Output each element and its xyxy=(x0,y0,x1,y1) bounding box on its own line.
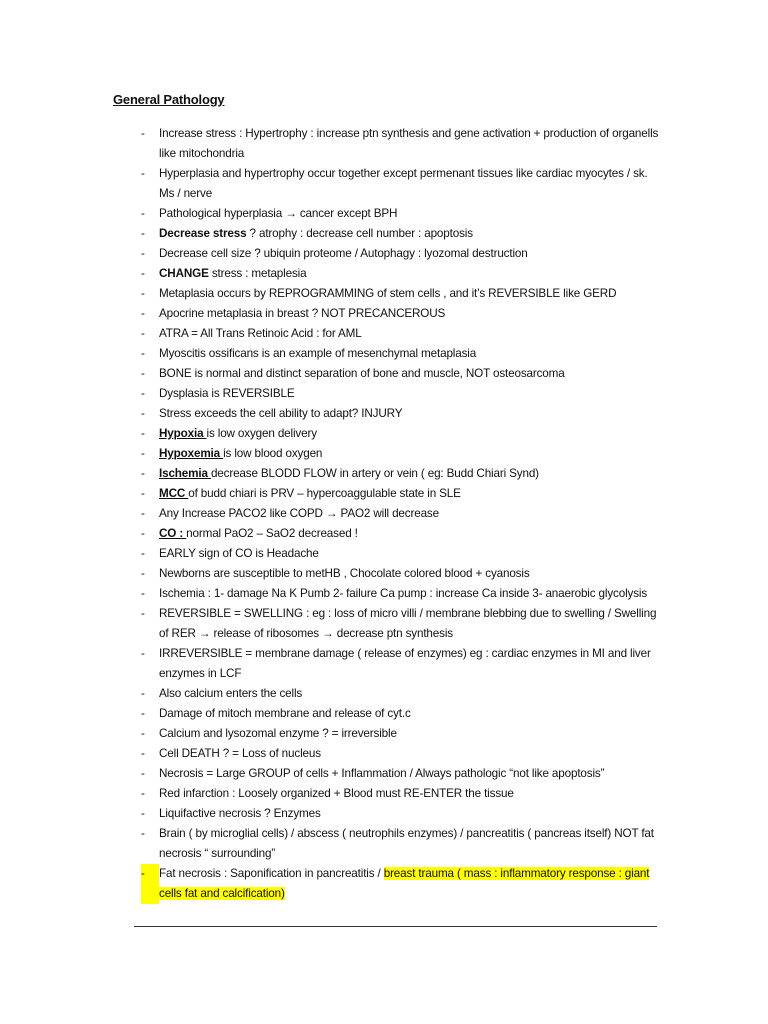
bullet-dash: - xyxy=(141,507,145,520)
bullet-dash: - xyxy=(141,567,145,580)
bullet-dash: - xyxy=(141,767,145,780)
item-text: Damage of mitoch membrane and release of cyt.c xyxy=(159,707,411,720)
list-item xyxy=(141,364,661,384)
term-underlined: Hypoxemia xyxy=(159,447,224,460)
bullet-dash: - xyxy=(141,607,145,620)
list-item xyxy=(141,304,661,324)
item-text: IRREVERSIBLE = membrane damage ( release of enzymes) eg : cardiac enzymes in MI and liver enzymes in LCF xyxy=(159,647,651,680)
item-text: CHANGE stress : metaplesia xyxy=(159,267,307,280)
bullet-dash: - xyxy=(141,707,145,720)
list-item xyxy=(141,224,661,244)
bullet-dash: - xyxy=(141,387,145,400)
bullet-dash: - xyxy=(141,747,145,760)
list-item xyxy=(141,764,661,784)
bullet-list xyxy=(141,124,661,904)
list-item xyxy=(141,564,661,584)
bullet-dash: - xyxy=(141,727,145,740)
bullet-dash: - xyxy=(141,867,145,880)
item-text: Cell DEATH ? = Loss of nucleus xyxy=(159,747,321,760)
term-underlined: Ischemia xyxy=(159,467,211,480)
item-text: Myoscitis ossificans is an example of mesenchymal metaplasia xyxy=(159,347,477,360)
item-text: ATRA = All Trans Retinoic Acid : for AML xyxy=(159,327,362,340)
item-text: Fat necrosis : Saponification in pancreatitis / xyxy=(159,867,384,880)
bullet-dash: - xyxy=(141,227,145,240)
item-text: Apocrine metaplasia in breast ? NOT PRECANCEROUS xyxy=(159,307,446,320)
bullet-dash: - xyxy=(141,307,145,320)
list-item xyxy=(141,424,661,444)
item-text: is low blood oxygen xyxy=(223,447,323,460)
bullet-dash: - xyxy=(141,787,145,800)
page-title: General Pathology xyxy=(113,92,225,107)
highlighted-text: breast trauma ( mass : inflammatory response : giant cells fat and calcification) xyxy=(159,867,650,900)
list-item xyxy=(141,644,661,684)
list-item xyxy=(141,824,661,864)
item-text: Increase stress : Hypertrophy : increase ptn synthesis and gene activation + production of organells like mitochondria xyxy=(159,127,659,160)
bullet-dash: - xyxy=(141,327,145,340)
bullet-dash: - xyxy=(141,447,145,460)
list-item xyxy=(141,204,661,224)
item-text: Decrease cell size ? ubiquin proteome / Autophagy : lyozomal destruction xyxy=(159,247,528,260)
list-item xyxy=(141,784,661,804)
list-item xyxy=(141,164,661,204)
item-text: REVERSIBLE = SWELLING : eg : loss of micro villi / membrane blebbing due to swelling / Swelling of RER → release of ribosomes → decrease ptn synthesis xyxy=(159,607,657,640)
list-item xyxy=(141,804,661,824)
list-item xyxy=(141,264,661,284)
item-text: Red infarction : Loosely organized + Blood must RE-ENTER the tissue xyxy=(159,787,514,800)
item-text: Also calcium enters the cells xyxy=(159,687,303,700)
list-item xyxy=(141,404,661,424)
list-item xyxy=(141,384,661,404)
bullet-dash: - xyxy=(141,267,145,280)
horizontal-rule xyxy=(134,926,657,927)
bullet-dash: - xyxy=(141,587,145,600)
item-text: Ischemia : 1- damage Na K Pumb 2- failure Ca pump : increase Ca inside 3- anaerobic glycolysis xyxy=(159,587,648,600)
item-text: Brain ( by microglial cells) / abscess ( neutrophils enzymes) / pancreatitis ( pancreas itself) NOT fat necrosis “ surrounding” xyxy=(159,827,654,860)
item-text: decrease BLODD FLOW in artery or vein ( eg: Budd Chiari Synd) xyxy=(210,467,539,480)
list-item xyxy=(141,544,661,564)
bullet-dash: - xyxy=(141,427,145,440)
term-underlined: Hypoxia xyxy=(159,427,207,440)
bullet-dash: - xyxy=(141,647,145,660)
item-text: Hyperplasia and hypertrophy occur together except permenant tissues like cardiac myocytes / sk. Ms / nerve xyxy=(159,167,648,200)
bullet-dash: - xyxy=(141,247,145,260)
item-text: is low oxygen delivery xyxy=(206,427,317,440)
item-text: Decrease stress ? atrophy : decrease cell number : apoptosis xyxy=(159,227,473,240)
item-text: Stress exceeds the cell ability to adapt? INJURY xyxy=(159,407,403,420)
item-text: Newborns are susceptible to metHB , Chocolate colored blood + cyanosis xyxy=(159,567,530,580)
list-item xyxy=(141,504,661,524)
bullet-dash: - xyxy=(141,487,145,500)
bullet-dash: - xyxy=(141,167,145,180)
list-item xyxy=(141,684,661,704)
list-item xyxy=(141,444,661,464)
item-text: EARLY sign of CO is Headache xyxy=(159,547,319,560)
bullet-dash: - xyxy=(141,527,145,540)
item-text: Liquifactive necrosis ? Enzymes xyxy=(159,807,321,820)
bullet-dash: - xyxy=(141,207,145,220)
item-text: Calcium and lysozomal enzyme ? = irreversible xyxy=(159,727,397,740)
list-item xyxy=(141,584,661,604)
bullet-dash: - xyxy=(141,367,145,380)
bullet-dash: - xyxy=(141,807,145,820)
bullet-dash: - xyxy=(141,407,145,420)
term-underlined: CO : xyxy=(159,527,187,540)
list-item xyxy=(141,524,661,544)
item-text: of budd chiari is PRV – hypercoaggulable state in SLE xyxy=(188,487,461,500)
list-item xyxy=(141,124,661,164)
list-item xyxy=(141,484,661,504)
list-item xyxy=(141,724,661,744)
bullet-dash: - xyxy=(141,547,145,560)
list-item xyxy=(141,744,661,764)
list-item xyxy=(141,464,661,484)
list-item xyxy=(141,704,661,724)
item-text: Necrosis = Large GROUP of cells + Inflammation / Always pathologic “not like apoptosis” xyxy=(159,767,605,780)
item-text: normal PaO2 – SaO2 decreased ! xyxy=(186,527,358,540)
term-underlined: MCC xyxy=(159,487,189,500)
bullet-dash: - xyxy=(141,127,145,140)
bullet-dash: - xyxy=(141,287,145,300)
list-item xyxy=(141,244,661,264)
item-text: BONE is normal and distinct separation of bone and muscle, NOT osteosarcoma xyxy=(159,367,565,380)
item-text: Metaplasia occurs by REPROGRAMMING of stem cells , and it’s REVERSIBLE like GERD xyxy=(159,287,617,300)
bullet-dash: - xyxy=(141,347,145,360)
bullet-dash: - xyxy=(141,827,145,840)
bullet-dash: - xyxy=(141,467,145,480)
list-item xyxy=(141,324,661,344)
item-text: Pathological hyperplasia → cancer except BPH xyxy=(159,207,398,220)
list-item xyxy=(141,344,661,364)
list-item xyxy=(141,284,661,304)
item-text: Any Increase PACO2 like COPD → PAO2 will decrease xyxy=(159,507,439,520)
list-item xyxy=(141,864,661,904)
bullet-dash: - xyxy=(141,687,145,700)
list-item xyxy=(141,604,661,644)
item-text: Dysplasia is REVERSIBLE xyxy=(159,387,295,400)
